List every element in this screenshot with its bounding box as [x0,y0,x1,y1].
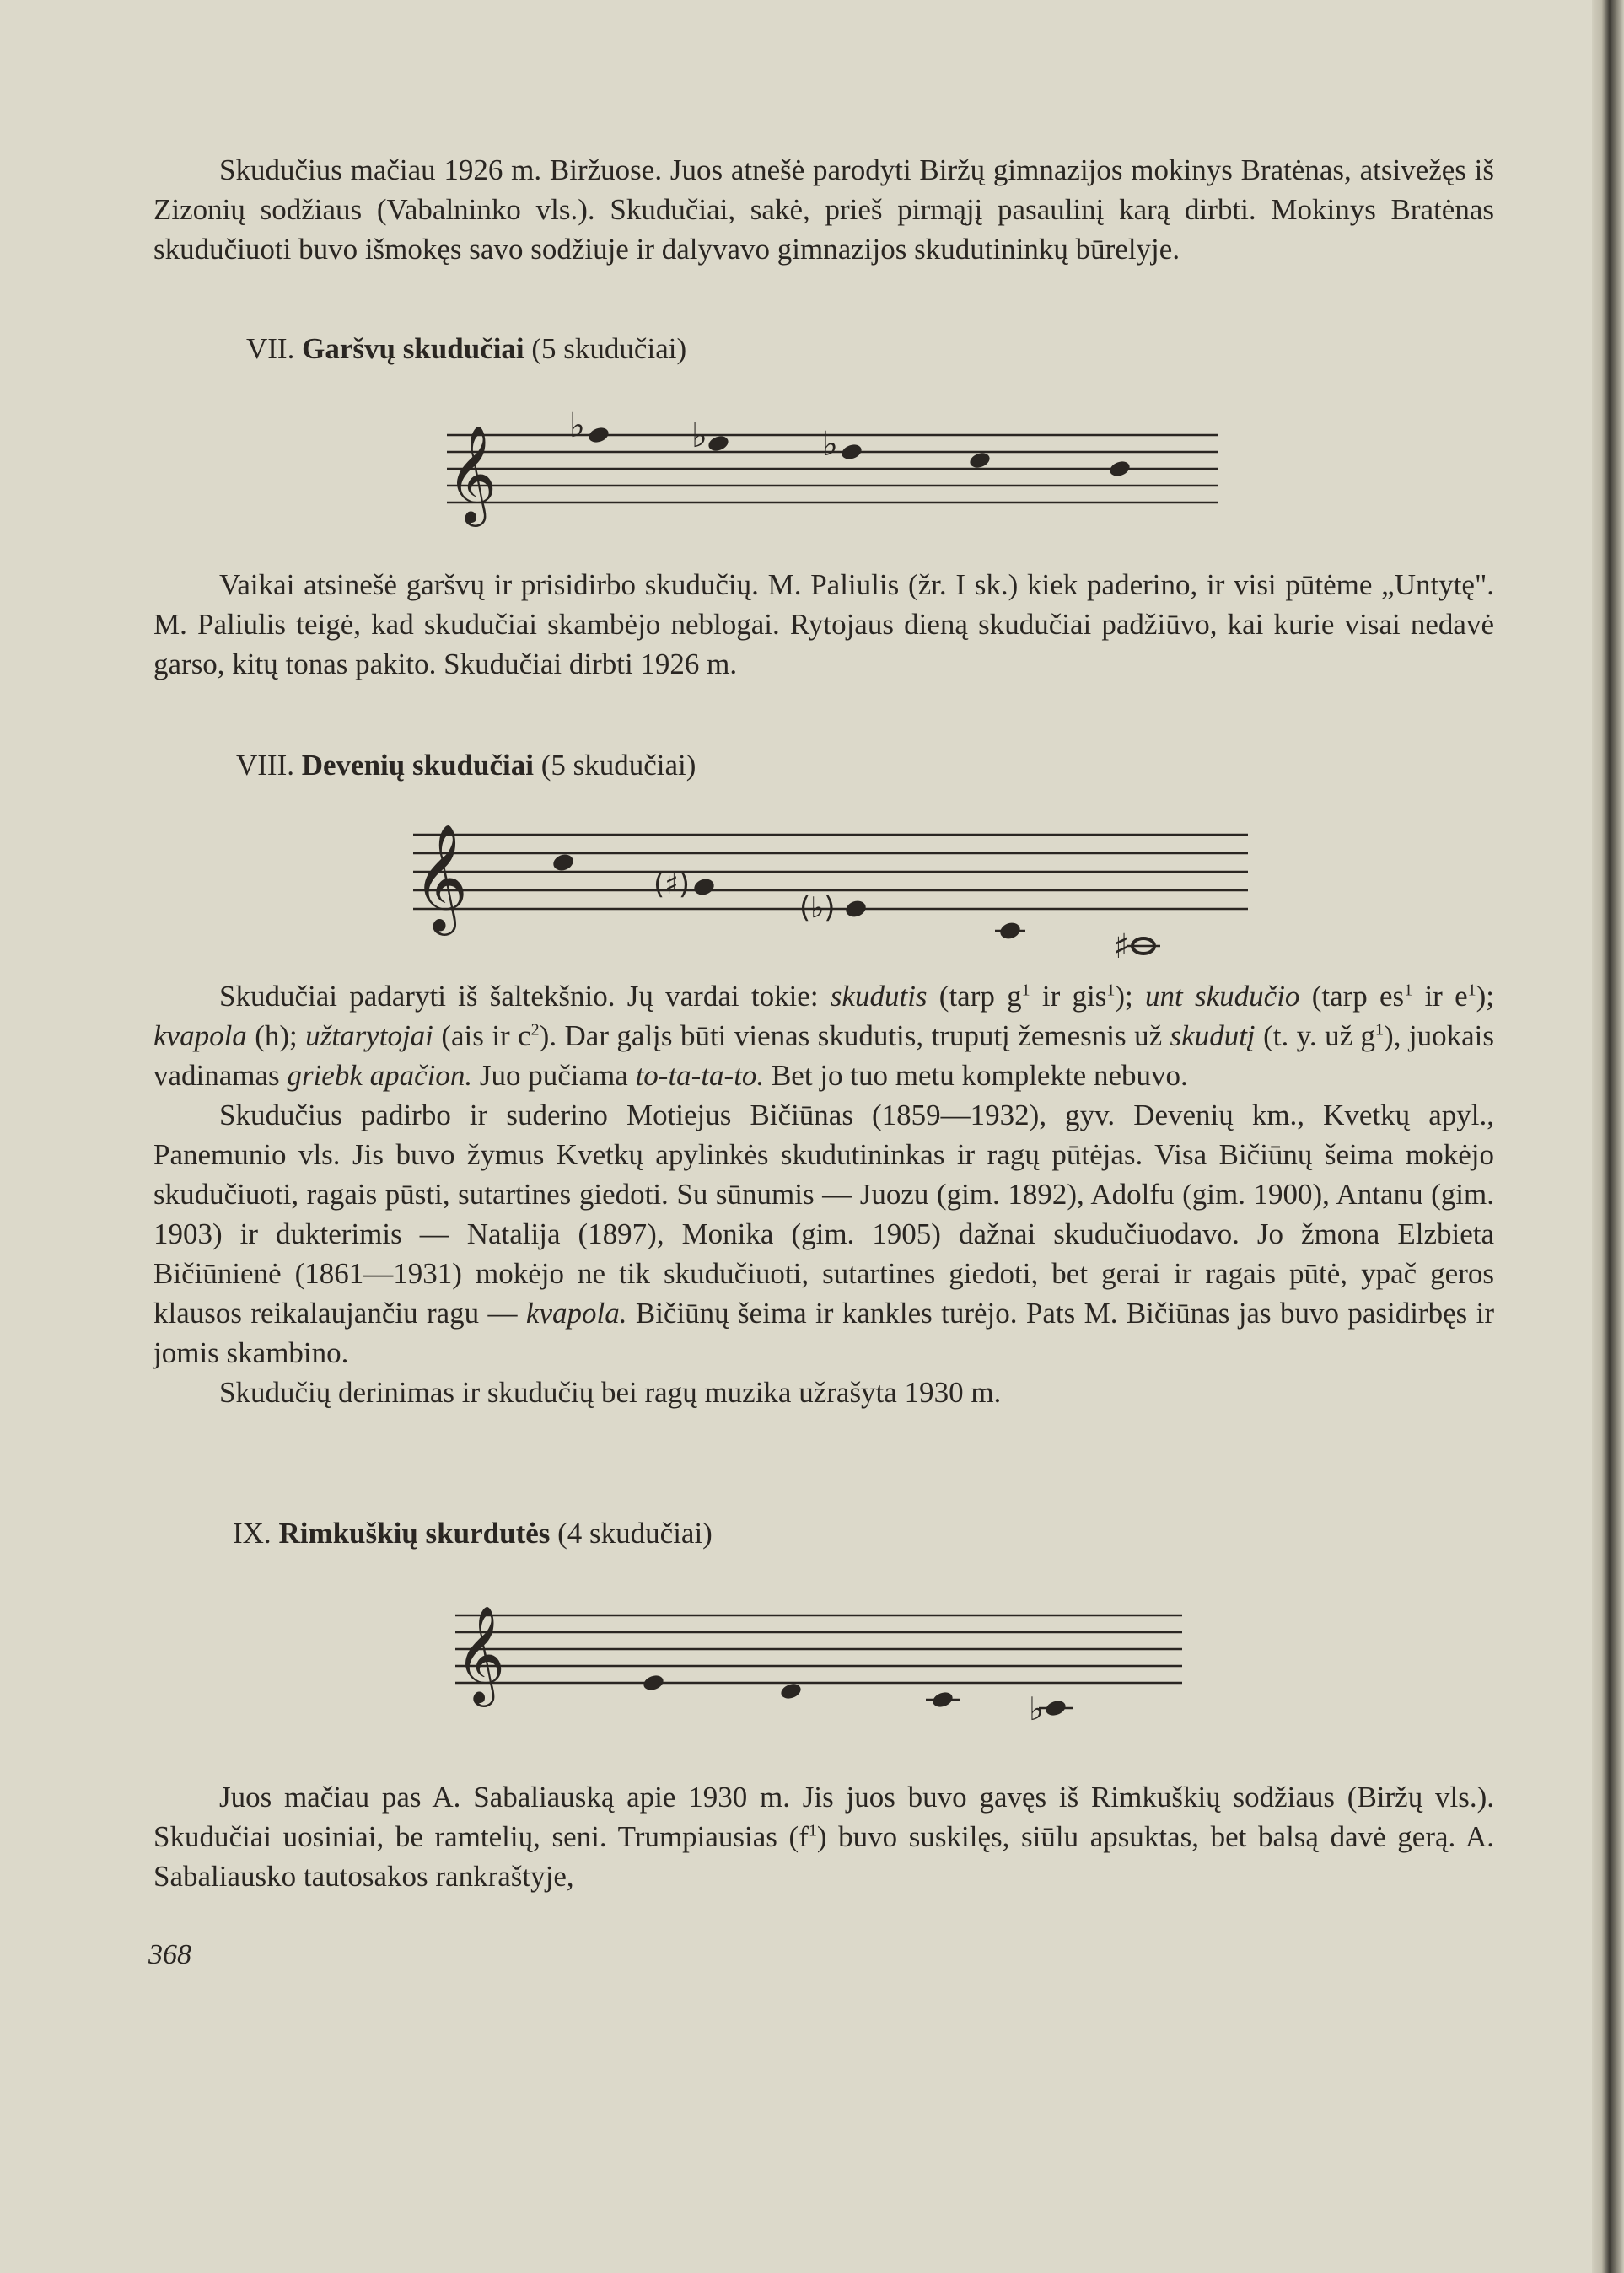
text-run: Skudučius padirbo ir suderino Motiejus Bičiūnas (1859—1932), gyv. Devenių km., Kvetkų apyl., Panemunio vls. Jis buvo žymus Kvetkų apylinkės skudutininkas ir ragų pūtėjas. Visa Bičiūnų šeima mokėjo skudučiuoti, ragais pūsti, sutartines giedoti. Su sūnumis — Juozu (gim. 1892), Adolfu (gim. 1900), Antanu (gim. 1903) ir dukterimis — Natalija (1897), Monika (gim. 1905) dažnai skudučiuodavo. Jo žmona Elzbieta Bičiūnienė (1861—1931) mokėjo ne tik skudučiuoti, sutartines giedoti, bet gerai ir ragais pūtė, ypač geros klausos reikalaujančiu ragu — [153,1099,1494,1330]
staff-lines [455,1615,1182,1683]
paragraph-text: Skudučių derinimas ir skudučių bei ragų muzika užrašyta 1930 m. [219,1376,1002,1409]
text-run: (h); [246,1019,306,1052]
sharp-icon: ♯ [1113,927,1130,966]
text-run: ir gis [1030,980,1107,1013]
text-run: ); [1115,980,1146,1013]
note-head [692,876,717,897]
paragraph-intro [153,150,1494,269]
section-title: Devenių skudučiai [301,749,534,782]
text-run: (t. y. už g [1255,1019,1376,1052]
text-run: Juos mačiau pas A. Sabaliauską apie 1930 m. Jis juos buvo gavęs iš Rimkuškių sodžiaus (Biržų vls.). Skudučiai uosiniai, be ramtelių, seni. Trumpiausias (f [153,1781,1494,1853]
note-head [1044,1698,1067,1717]
section-count: (5 skudučiai) [540,749,696,782]
superscript: 1 [808,1821,817,1840]
text-run: (tarp es [1299,980,1405,1013]
section-number: IX. [233,1517,272,1550]
italic-term: kvapola. [525,1297,627,1330]
paragraph-deveniu [153,976,1494,1412]
section-count: (4 skudučiai) [557,1517,713,1550]
flat-icon: ♭ [1029,1690,1044,1728]
page-binding-edge [1592,0,1624,2273]
flat-icon: ♭ [569,411,585,445]
text-run: Bet jo tuo metu komplekte nebuvo. [764,1059,1188,1092]
section-heading-vii [246,329,1258,368]
paragraph-text: Vaikai atsinešė garšvų ir prisidirbo skudučių. M. Paliulis (žr. I sk.) kiek paderino, ir visi pūtėme „Untytę". M. Paliulis teigė, kad skudučiai skambėjo neblogai. Rytojaus dieną skudučiai padžiūvo, kai kurie visai nedavė garso, kitų tonas pakito. Skudučiai dirbti 1926 m. [153,568,1494,680]
text-run: (ais ir c [433,1019,531,1052]
text-run: (tarp g [927,980,1022,1013]
superscript: 1 [1375,1020,1385,1040]
flat-icon: (♭) [799,891,836,925]
paragraph-text [153,1777,1494,1896]
note-head [779,1681,803,1701]
text-run: ). Dar galįs būti vienas skudutis, truputį žemesnis už [539,1019,1170,1052]
note-head [968,450,992,470]
note-head [998,920,1023,941]
treble-clef-icon: 𝄞 [413,823,469,931]
note-head [840,442,863,461]
superscript: 1 [1404,981,1413,1000]
section-number: VIII. [236,749,294,782]
text-run: ); [1476,980,1495,1013]
music-staff-vii [430,411,1223,538]
section-title: Rimkuškių skurdutės [278,1517,551,1550]
italic-term: griebk apačion. [287,1059,473,1092]
treble-clef-icon: 𝄞 [447,424,497,523]
paragraph-garsvu [153,565,1494,684]
italic-term: to-ta-ta-to. [635,1059,765,1092]
text-run: Juo pučiama [472,1059,636,1092]
paragraph-text: Skudučius mačiau 1926 m. Biržuose. Juos atnešė parodyti Biržų gimnazijos mokinys Bratėnas, atsivežęs iš Zizonių sodžiaus (Vabalninko vls.). Skudučiai, sakė, prieš pirmąjį pasaulinį karą dirbti. Mokinys Bratėnas skudučiuoti buvo išmokęs savo sodžiuje ir dalyvavo gimnazijos skudutininkų būrelyje. [153,153,1494,266]
note-head [642,1673,665,1692]
italic-term: užtarytojai [305,1019,433,1052]
music-staff-ix [438,1593,1197,1745]
superscript: 1 [1467,981,1476,1000]
superscript: 1 [1021,981,1030,1000]
page-number: 368 [148,1939,191,1970]
note-head [551,852,576,873]
sharp-icon: (♯) [653,868,690,901]
paragraph-text [153,1095,1494,1373]
section-count: (5 skudučiai) [531,332,687,365]
treble-clef-icon: 𝄞 [455,1604,506,1703]
superscript: 1 [1106,981,1116,1000]
text-run: Bičiūnų šeima ir kankles turėjo. Pats M. Bičiūnas jas buvo pasidirbęs ir jomis skambino. [153,1297,1494,1369]
text-run: ) buvo suskilęs, siūlu apsuktas, bet balsą davė gerą. A. Sabaliausko tautosakos rankraštyje, [153,1820,1494,1893]
italic-term: skudutis [830,980,928,1013]
section-heading-ix [233,1513,1245,1553]
paragraph-text [153,976,1494,1095]
italic-term: kvapola [153,1019,247,1052]
text-run: Skudučiai padaryti iš šaltekšnio. Jų vardai tokie: [219,980,831,1013]
music-staff-viii [396,809,1256,978]
note-head [587,425,610,444]
note-head [844,898,868,919]
text-run: ir e [1412,980,1468,1013]
flat-icon: ♭ [822,425,838,464]
italic-term: skudutį [1170,1019,1256,1052]
italic-term: unt skudučio [1145,980,1300,1013]
text-run: ), juokais vadinamas [153,1019,1494,1092]
section-number: VII. [246,332,295,365]
note-head [931,1690,955,1709]
flat-icon: ♭ [691,416,707,455]
section-heading-viii [236,745,1248,785]
note-head [1108,459,1132,478]
paragraph-rimkuskiu [153,1777,1494,1896]
superscript: 2 [530,1020,540,1040]
note-head [707,433,730,453]
section-title: Garšvų skudučiai [302,332,524,365]
